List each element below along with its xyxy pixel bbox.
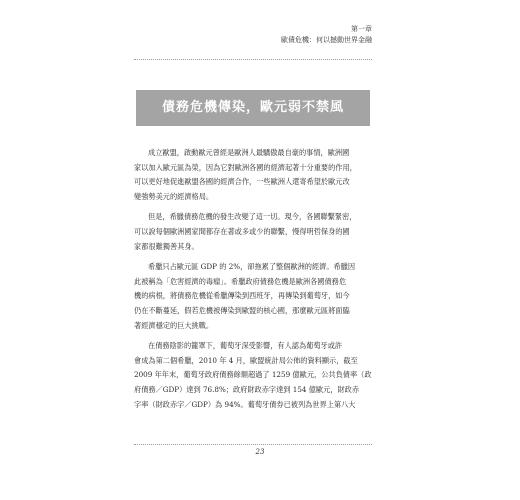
text-line: 家以加入歐元區為榮，因為它對歐洲各國的經濟起著十分重要的作用， (134, 162, 357, 172)
text-line: 府債務／GDP）達到 76.8%；政府財政赤字達到 154 億歐元，財政赤 (134, 384, 360, 394)
section-title: 債務危機傳染，歐元弱不禁風 (136, 90, 370, 126)
text-line: 在債務陰影的籠罩下，葡萄牙深受影響，有人認為葡萄牙或許 (148, 341, 343, 351)
chapter-subtitle: 歐債危機：何以撼動世界金融 (281, 36, 372, 44)
bottom-divider (134, 444, 372, 445)
text-line: 字率（財政赤字／GDP）為 94%。葡萄牙債券已被列為世界上第八大 (134, 399, 356, 409)
text-line: 仍在不斷蔓延，假若危機被傳染到歐盟的核心國，那麼歐元區將面臨 (134, 305, 350, 315)
text-line: 2009 年年末，葡萄牙政府債務餘額超過了 1259 億歐元，公共負債率（政 (134, 370, 372, 380)
body-text (134, 146, 374, 418)
paragraph (134, 146, 374, 204)
chapter-label: 第一章 (351, 25, 372, 33)
running-header (281, 24, 372, 46)
text-line: 機的病根，將債務危機從希臘傳染到西班牙，再傳染到葡萄牙，如今 (134, 291, 350, 301)
text-line: 可以說每個歐洲國家間都存在著或多或少的聯繫，慢得明哲保身的國 (134, 226, 350, 236)
text-line: 會成為第二個希臘，2010 年 4 月，歐盟統計局公佈的資料顯示，截至 (134, 355, 358, 365)
paragraph (134, 210, 374, 254)
top-divider (134, 59, 372, 60)
text-line: 但是，希臘債務危機的發生改變了這一切。現今，各國聯繫緊密， (148, 212, 357, 222)
text-line: 變強勢美元的經濟格局。 (134, 191, 214, 201)
paragraph (134, 260, 374, 333)
text-line: 此被稱為「危害經濟的毒瘤」。希臘政府債務危機是歐洲各國債務危 (134, 276, 347, 286)
page-number: 23 (255, 448, 265, 456)
text-line: 著經濟穩定的巨大挑戰。 (134, 320, 214, 330)
paragraph (134, 339, 374, 412)
text-line: 希臘只占歐元區 GDP 的 2%，卻拖累了整個歐洲的經濟。希臘因 (148, 262, 356, 272)
text-line: 家都很難獨善其身。 (134, 241, 199, 251)
text-line: 成立歐盟，啟動歐元曾經是歐洲人最驕傲最自豪的事情，歐洲國 (148, 148, 350, 157)
text-line: 可以更好地促進歐盟各國的經濟合作，一些歐洲人還寄希望於歐元改 (134, 177, 350, 187)
